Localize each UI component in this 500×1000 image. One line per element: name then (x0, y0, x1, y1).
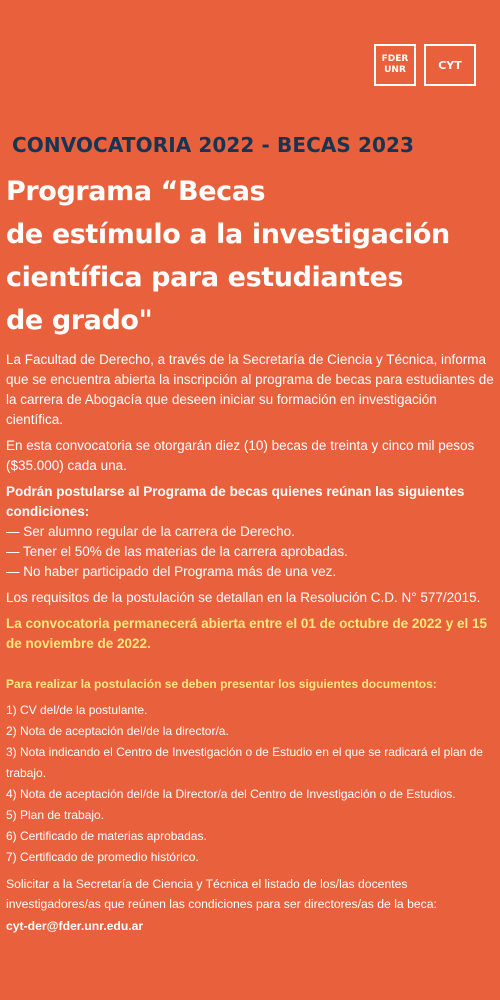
solicitar-paragraph: Solicitar a la Secretaría de Ciencia y Técnica el listado de los/las docentes investigadores/as que reúnen las condiciones para ser directores/as de la beca: (6, 877, 437, 911)
cyt-logo-text: CYT (438, 58, 462, 72)
contact-email[interactable]: cyt-der@fder.unr.edu.ar (6, 919, 144, 933)
document-item: 6) Certificado de materias aprobadas. (6, 829, 207, 843)
condition-item: — Ser alumno regular de la carrera de Derecho. (6, 524, 295, 539)
documents-heading: Para realizar la postulación se deben presentar los siguientes documentos: (6, 677, 437, 691)
unr-logo-text: UNR (384, 65, 406, 75)
main-content (6, 350, 494, 942)
intro-paragraph: La Facultad de Derecho, a través de la Secretaría de Ciencia y Técnica, informa que se encuentra abierta la inscripción al programa de becas para estudiantes de la carrera de Abogacía que deseen iniciar su formación en investigación científica. (6, 352, 494, 427)
logos (374, 44, 476, 86)
title-line: de grado" (6, 305, 153, 336)
condition-item: — Tener el 50% de las materias de la carrera aprobadas. (6, 544, 348, 559)
program-title (6, 170, 496, 342)
requisitos-paragraph: Los requisitos de la postulación se detallan en la Resolución C.D. N° 577/2015. (6, 590, 481, 605)
title-line: científica para estudiantes (6, 262, 404, 293)
cyt-logo (424, 44, 476, 86)
documents-list (6, 700, 494, 868)
condition-item: — No haber participado del Programa más de una vez. (6, 564, 337, 579)
document-item: 1) CV del/de la postulante. (6, 703, 148, 717)
document-item: 3) Nota indicando el Centro de Investigación o de Estudio en el que se radicará el plan de trabajo. (6, 745, 483, 780)
title-line: de estímulo a la investigación (6, 219, 450, 250)
document-item: 5) Plan de trabajo. (6, 808, 105, 822)
dates-paragraph: La convocatoria permanecerá abierta entre el 01 de octubre de 2022 y el 15 de noviembre de 2022. (6, 616, 487, 651)
fder-unr-logo (374, 44, 416, 86)
becas-paragraph: En esta convocatoria se otorgarán diez (10) becas de treinta y cinco mil pesos ($35.000) cada una. (6, 438, 475, 473)
title-line: Programa “Becas (6, 176, 266, 207)
document-item: 7) Certificado de promedio histórico. (6, 850, 199, 864)
fder-logo-text: FDER (381, 54, 409, 64)
conditions-heading: Podrán postularse al Programa de becas quienes reúnan las siguientes condiciones: (6, 484, 465, 519)
conditions-list (6, 522, 494, 582)
convocatoria-heading: CONVOCATORIA 2022 - BECAS 2023 (12, 133, 415, 157)
document-item: 4) Nota de aceptación del/de la Director/a del Centro de Investigación o de Estudios. (6, 787, 456, 801)
document-item: 2) Nota de aceptación del/de la director/a. (6, 724, 229, 738)
